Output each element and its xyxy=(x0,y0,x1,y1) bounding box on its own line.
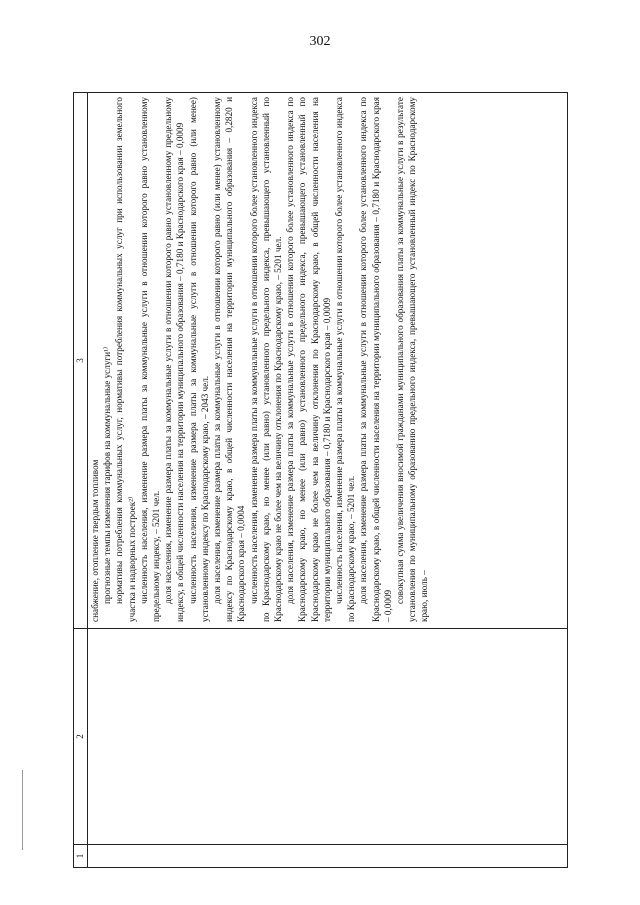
rotated-table-frame xyxy=(73,96,568,868)
paragraph: численность населения, изменение размера платы за коммунальные услуги в отношении которого более установленного индекса по Краснодарскому краю, но менее (или равно) установленного предельного индекса, превышающего установленный по Краснодарскому краю не более чем на величину отклонения по Краснодарскому краю, – 5201 чел. xyxy=(248,97,284,622)
paragraph: численность населения, изменение размера платы за коммунальные услуги в отношении которого равно установленному предельному индексу, – 5201 чел. xyxy=(138,97,162,622)
paragraph: прогнозные темпы изменения тарифов на коммунальные услуги¹⁾ xyxy=(102,346,113,604)
paragraph: доля населения, изменение размера платы за коммунальные услуги в отношении которого равно установленному предельному индексу, в общей численности населения на территории муниципального образования – 0,7180 и Краснодарского края – 0,0009 xyxy=(163,97,186,622)
paragraph: доля населения, изменение размера платы за коммунальные услуги в отношении которого более установленного индекса по Краснодарскому краю, в общей численности населения на территории муниципального образования – 0,7180 и Краснодарского края – 0,0009 xyxy=(358,97,393,622)
margin-line xyxy=(22,770,23,850)
page-number: 302 xyxy=(309,34,331,49)
table-row xyxy=(88,93,568,868)
paragraph: численность населения, изменение размера платы за коммунальные услуги в отношении которого равно (или менее) установленному индексу по Краснодарскому краю, – 2043 чел. xyxy=(187,97,210,622)
cell-col1 xyxy=(88,845,568,868)
table-header-row xyxy=(74,93,88,868)
col-header-1: 1 xyxy=(74,845,88,868)
paragraph: нормативы потребления коммунальных услуг, нормативы потребления коммунальных услуг при использовании земельного участка и надворных построек²⁾ xyxy=(114,97,137,622)
paragraph: снабжение, отопление твердым топливом xyxy=(90,459,100,622)
cell-col3 xyxy=(88,93,568,629)
paragraph: численность населения, изменение размера платы за коммунальные услуги в отношении которого более установленного индекса по Краснодарскому краю, – 5201 чел. xyxy=(334,97,357,622)
data-table xyxy=(73,92,568,868)
paragraph: совокупная сумма увеличения вносимой гражданами муниципального образования платы за коммунальные услуги в результате установления по муниципальному образованию предельного индекса, превышающего установленный индекс по Краснодарскому краю, июль – xyxy=(395,97,430,622)
paragraph: доля населения, изменение размера платы за коммунальные услуги в отношении которого более установленного индекса по Краснодарскому краю, но менее (или равно) установленного предельного индекса, превышающего установленный по Краснодарскому краю не более чем на величину отклонения по Краснодарскому краю, в общей численности населения на территории муниципального образования – 0,7180 и Краснодарского края – 0,0009 xyxy=(285,97,332,622)
col-header-3: 3 xyxy=(74,93,88,629)
col-header-2: 2 xyxy=(74,629,88,845)
paragraph-list xyxy=(88,93,431,628)
paragraph: доля населения, изменение размера платы за коммунальные услуги в отношении которого равно (или менее) установленному индексу по Краснодарскому краю, в общей численности населения на территории муниципального образования – 0,2820 и Краснодарского края – 0,0004 xyxy=(212,97,247,622)
cell-col2 xyxy=(88,629,568,845)
